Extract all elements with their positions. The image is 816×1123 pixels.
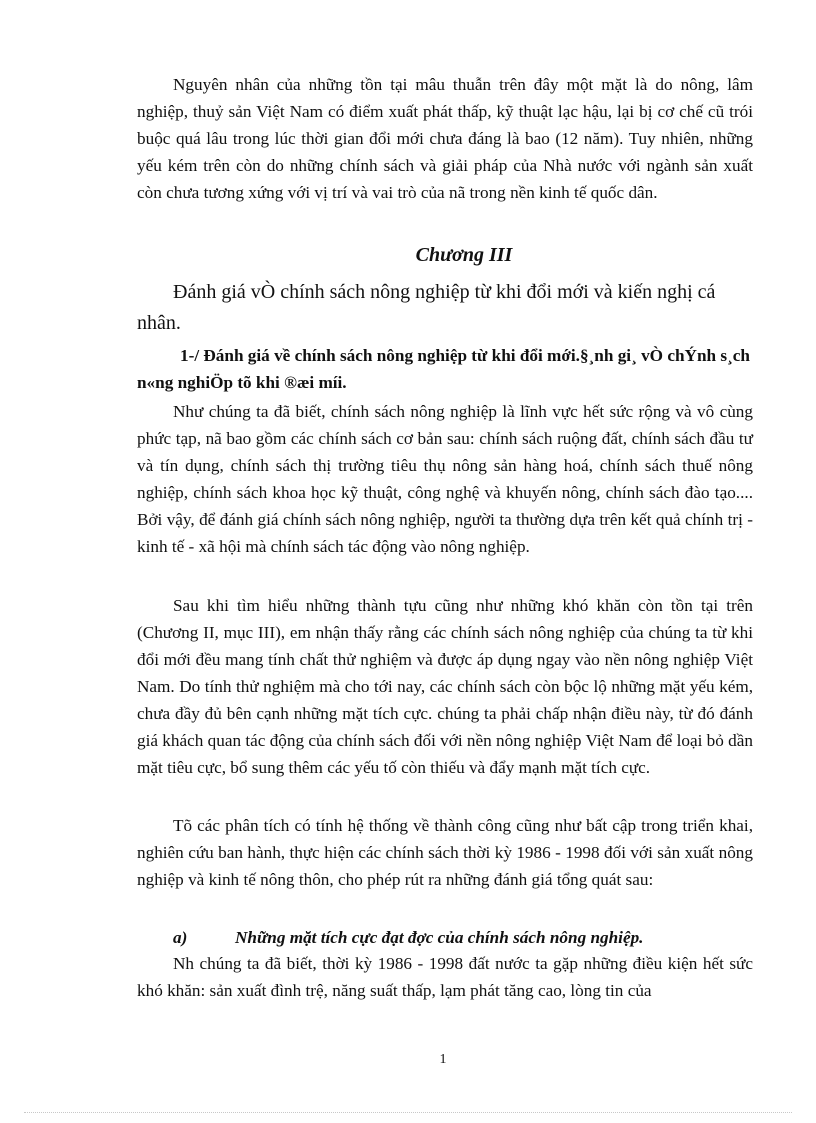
page-bottom-divider [24,1112,792,1113]
page-number: 1 [439,1052,447,1067]
paragraph-period: Nh chúng ta đã biết, thời kỳ 1986 - 1998 đất nước ta gặp những điều kiện hết sức khó khăn: sản xuất đình trệ, năng suất thấp, lạm phát tăng cao, lòng tin của [137,954,753,1000]
paragraph-analysis: Tõ các phân tích có tính hệ thống về thành công cũng như bất cập trong triển khai, nghiên cứu ban hành, thực hiện các chính sách thời kỳ 1986 - 1998 đối với sản xuất nông nghiệp và kinh tế nông thôn, cho phép rút ra những đánh giá tổng quát sau: [137,816,753,889]
paragraph-assessment: Sau khi tìm hiểu những thành tựu cũng như những khó khăn còn tồn tại trên (Chương II, mục III), em nhận thấy rằng các chính sách nông nghiệp của chúng ta từ khi đổi mới đều mang tính chất thử nghiệm và được áp dụng ngay vào nền nông nghiệp Việt Nam. Do tính thử nghiệm mà cho tới nay, các chính sách còn bộc lộ những mặt yếu kém, chưa đầy đủ bên cạnh những mặt tích cực. chúng ta phải chấp nhận điều này, từ đó đánh giá khách quan tác động của chính sách đối với nền nông nghiệp Việt Nam để loại bỏ dần mặt tiêu cực, bổ sung thêm các yếu tố còn thiếu và đẩy mạnh mặt tích cực. [137,596,753,777]
chapter-subtitle: Đánh giá vÒ chính sách nông nghiệp từ khi đổi mới và kiến nghị cá nhân. [137,281,716,334]
paragraph-policy-scope: Như chúng ta đã biết, chính sách nông nghiệp là lĩnh vực hết sức rộng và vô cùng phức tạp, nã bao gồm các chính sách cơ bản sau: chính sách ruộng đất, chính sách đầu tư và tín dụng, chính sách thị trường tiêu thụ nông sản hàng hoá, chính sách thuế nông nghiệp, chính sách khoa học kỹ thuật, công nghệ và khuyến nông, chính sách đào tạo.... Bởi vậy, để đánh giá chính sách nông nghiệp, người ta thường dựa trên kết quả chính trị - kinh tế - xã hội mà chính sách tác động vào nông nghiệp. [137,402,753,556]
chapter-title: Chương III [415,244,513,266]
section-heading: 1-/ Đánh giá về chính sách nông nghiệp từ khi đổi mới.§¸nh gi¸ vÒ chÝnh s¸ch n«ng nghiÖp tõ khi ®æi míi. [137,346,750,392]
list-item-text: Những mặt tích cực đạt đợc của chính sách nông nghiệp. [235,928,644,947]
list-item-marker: a) [173,928,188,947]
list-item-a [173,924,753,951]
paragraph-causes: Nguyên nhân của những tồn tại mâu thuẫn trên đây một mặt là do nông, lâm nghiệp, thuỷ sản Việt Nam có điểm xuất phát thấp, kỹ thuật lạc hậu, lại bị cơ chế cũ trói buộc quá lâu trong lúc thời gian đổi mới chưa đáng là bao (12 năm). Tuy nhiên, những yếu kém trên còn do những chính sách và giải pháp của Nhà nước với ngành sản xuất còn chưa tương xứng với vị trí và vai trò của nã trong nền kinh tế quốc dân. [137,75,753,202]
